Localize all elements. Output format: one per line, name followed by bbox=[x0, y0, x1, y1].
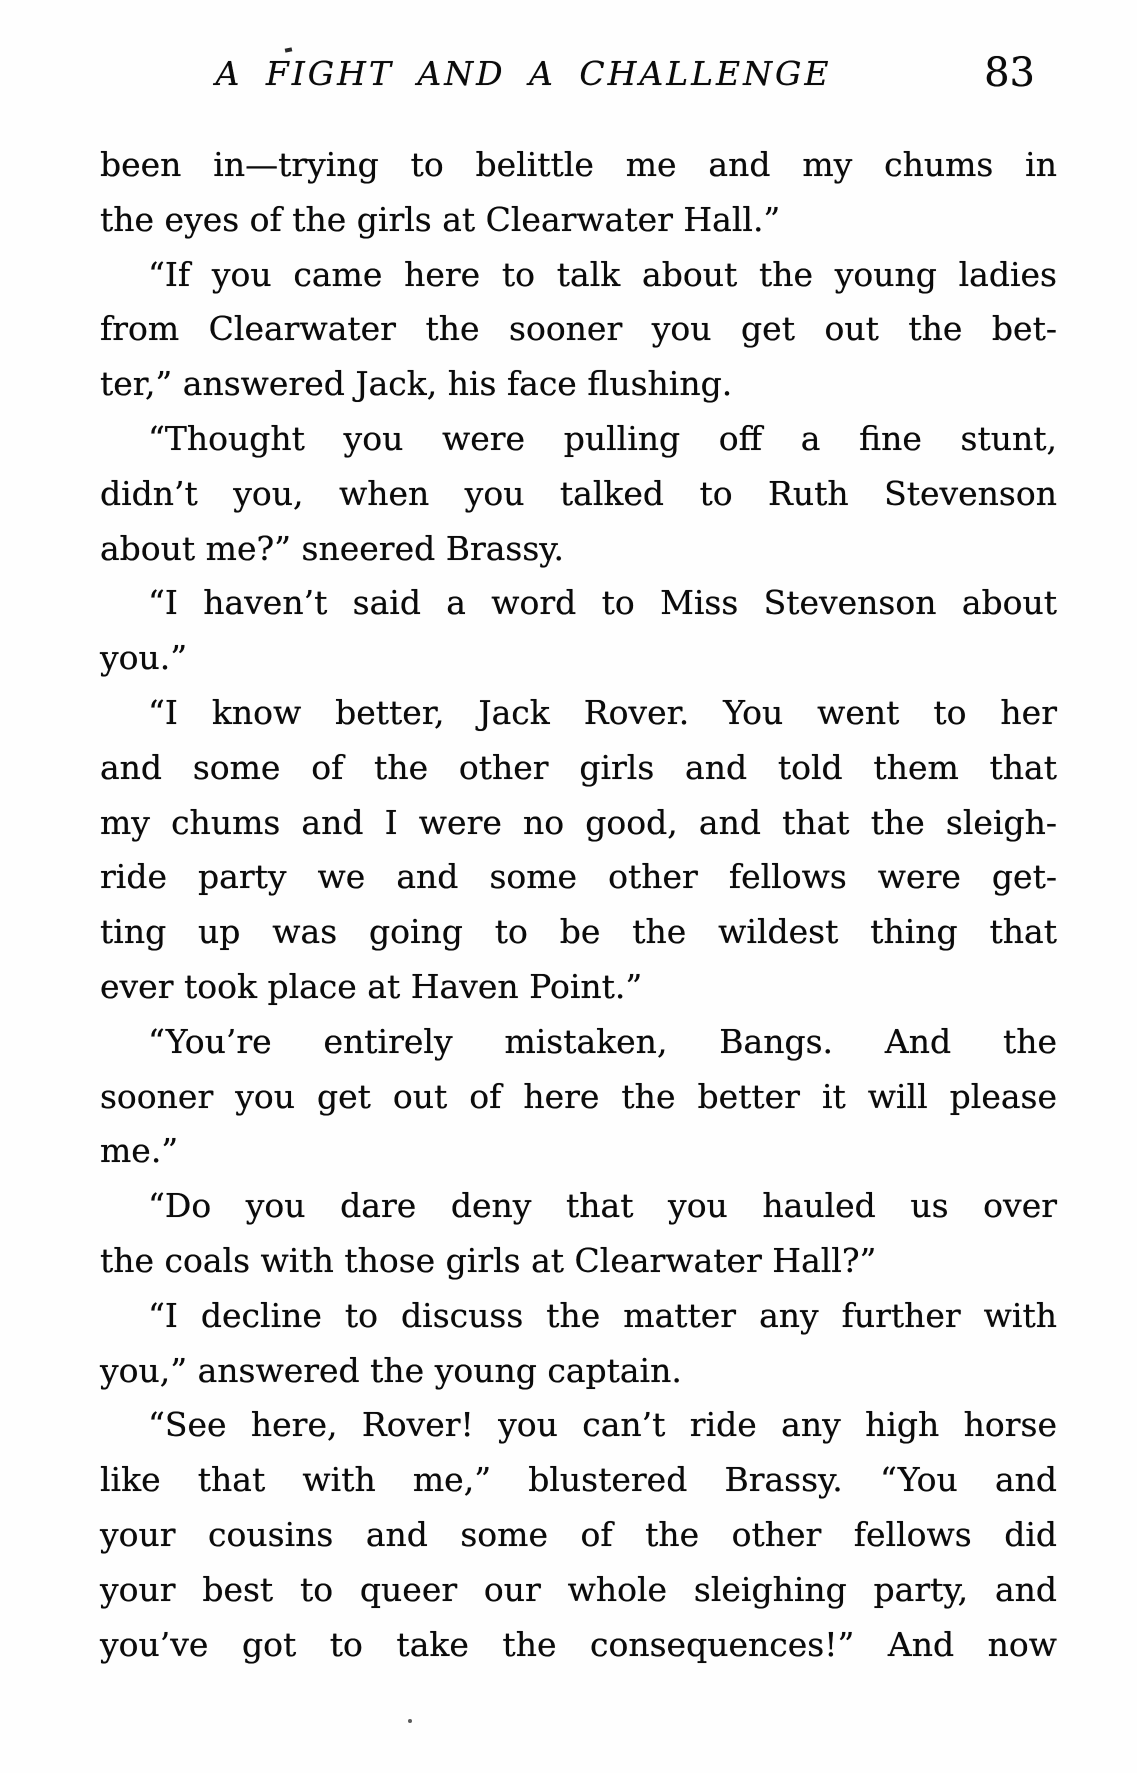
text-line: the coals with those girls at Clearwater Hall?” bbox=[100, 1240, 877, 1280]
text-line: ter,” answered Jack, his face flushing. bbox=[100, 364, 733, 404]
page-number: 83 bbox=[984, 50, 1035, 96]
text-block bbox=[100, 138, 1057, 1672]
scan-artifact-mark bbox=[285, 47, 293, 52]
text-line: “I decline to discuss the matter any further with bbox=[148, 1295, 1057, 1335]
text-line: “Do you dare deny that you hauled us over bbox=[148, 1186, 1057, 1226]
text-line: you.” bbox=[100, 638, 188, 678]
text-line: you,” answered the young captain. bbox=[100, 1350, 682, 1390]
text-line: you’ve got to take the consequences!” And now bbox=[100, 1624, 1057, 1664]
text-line: “If you came here to talk about the young ladies bbox=[148, 254, 1057, 294]
text-line: the eyes of the girls at Clearwater Hall.” bbox=[100, 199, 781, 239]
text-line: from Clearwater the sooner you get out the bet- bbox=[100, 309, 1057, 349]
page-header bbox=[100, 50, 1057, 100]
text-line: and some of the other girls and told them that bbox=[100, 747, 1057, 787]
text-line: sooner you get out of here the better it will please bbox=[100, 1076, 1057, 1116]
text-line: your best to queer our whole sleighing party, and bbox=[100, 1569, 1057, 1609]
scan-artifact-dot bbox=[408, 1719, 412, 1723]
text-line: about me?” sneered Brassy. bbox=[100, 528, 565, 568]
text-line: my chums and I were no good, and that the sleigh- bbox=[100, 802, 1057, 842]
text-line: “You’re entirely mistaken, Bangs. And the bbox=[148, 1021, 1057, 1061]
text-line: “See here, Rover! you can’t ride any high horse bbox=[148, 1405, 1057, 1445]
text-line: ting up was going to be the wildest thing that bbox=[100, 912, 1057, 952]
running-title: A FIGHT AND A CHALLENGE bbox=[215, 54, 832, 93]
text-line: me.” bbox=[100, 1131, 179, 1171]
text-line: “Thought you were pulling off a fine stunt, bbox=[148, 418, 1057, 458]
text-line: your cousins and some of the other fellows did bbox=[100, 1514, 1057, 1554]
text-line: “I haven’t said a word to Miss Stevenson about bbox=[148, 583, 1057, 623]
text-line: “I know better, Jack Rover. You went to her bbox=[148, 692, 1057, 732]
text-line: been in—trying to belittle me and my chums in bbox=[100, 145, 1057, 184]
text-line: didn’t you, when you talked to Ruth Stevenson bbox=[100, 473, 1057, 513]
text-line: like that with me,” blustered Brassy. “You and bbox=[100, 1460, 1057, 1500]
text-line: ever took place at Haven Point.” bbox=[100, 966, 643, 1006]
text-line: ride party we and some other fellows were get- bbox=[100, 857, 1057, 897]
